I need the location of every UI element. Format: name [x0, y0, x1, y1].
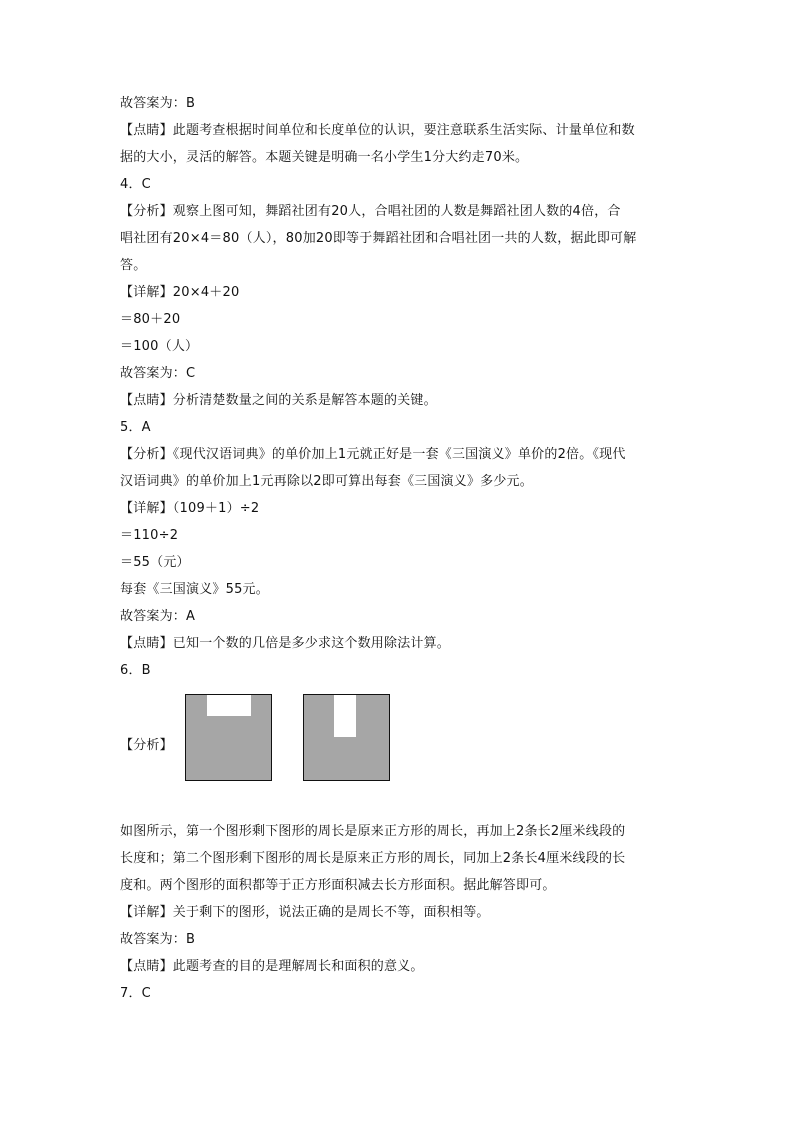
- text-line: 【详解】关于剩下的图形，说法正确的是周长不等，面积相等。: [120, 905, 490, 920]
- text-line: 4．C: [120, 177, 151, 192]
- text-line: 据的大小，灵活的解答。本题关键是明确一名小学生1分大约走70米。: [120, 150, 529, 165]
- text-block-top: [120, 90, 680, 684]
- text-line: 故答案为：A: [120, 609, 196, 624]
- gray-square: [185, 694, 272, 781]
- figure-label: 【分析】: [120, 738, 173, 753]
- white-rectangle-cutout: [334, 695, 356, 737]
- figure-square-cutout-tall: [303, 694, 390, 781]
- text-line: 汉语词典》的单价加上1元再除以2即可算出每套《三国演义》多少元。: [120, 474, 533, 489]
- text-line: 故答案为：C: [120, 366, 196, 381]
- text-line: 【点睛】分析清楚数量之间的关系是解答本题的关键。: [120, 393, 437, 408]
- text-line: 每套《三国演义》55元。: [120, 582, 269, 597]
- answer-page: [120, 90, 680, 1007]
- text-line: 【点睛】已知一个数的几倍是多少求这个数用除法计算。: [120, 636, 451, 651]
- text-line: 如图所示，第一个图形剩下图形的周长是原来正方形的周长，再加上2条长2厘米线段的: [120, 824, 626, 839]
- text-line: 【详解】20×4＋20: [120, 285, 240, 300]
- text-line: 【点睛】此题考查的目的是理解周长和面积的意义。: [120, 959, 424, 974]
- text-line: ＝100（人）: [120, 339, 199, 354]
- text-block-bottom: [120, 818, 680, 1007]
- figure-square-cutout-wide: [185, 694, 272, 781]
- text-line: 故答案为：B: [120, 932, 196, 947]
- text-line: ＝55（元）: [120, 555, 190, 570]
- text-line: 6．B: [120, 663, 151, 678]
- text-line: 答。: [120, 258, 147, 273]
- text-line: 故答案为：B: [120, 96, 196, 111]
- text-line: 【分析】观察上图可知，舞蹈社团有20人，合唱社团的人数是舞蹈社团人数的4倍，合: [120, 204, 621, 219]
- gray-square: [303, 694, 390, 781]
- text-line: 5．A: [120, 420, 151, 435]
- text-line: 唱社团有20×4＝80（人），80加20即等于舞蹈社团和合唱社团一共的人数，据此即可解: [120, 231, 637, 246]
- figure-row: [120, 694, 680, 812]
- white-rectangle-cutout: [207, 695, 251, 716]
- text-line: ＝80＋20: [120, 312, 181, 327]
- text-line: 长度和；第二个图形剩下图形的周长是原来正方形的周长，同加上2条长4厘米线段的长: [120, 851, 626, 866]
- text-line: 【分析】《现代汉语词典》的单价加上1元就正好是一套《三国演义》单价的2倍。《现代: [120, 447, 626, 462]
- text-line: 7．C: [120, 986, 151, 1001]
- text-line: ＝110÷2: [120, 528, 179, 543]
- text-line: 【详解】（109＋1）÷2: [120, 501, 260, 516]
- text-line: 度和。两个图形的面积都等于正方形面积减去长方形面积。据此解答即可。: [120, 878, 556, 893]
- text-line: 【点睛】此题考查根据时间单位和长度单位的认识，要注意联系生活实际、计量单位和数: [120, 123, 635, 138]
